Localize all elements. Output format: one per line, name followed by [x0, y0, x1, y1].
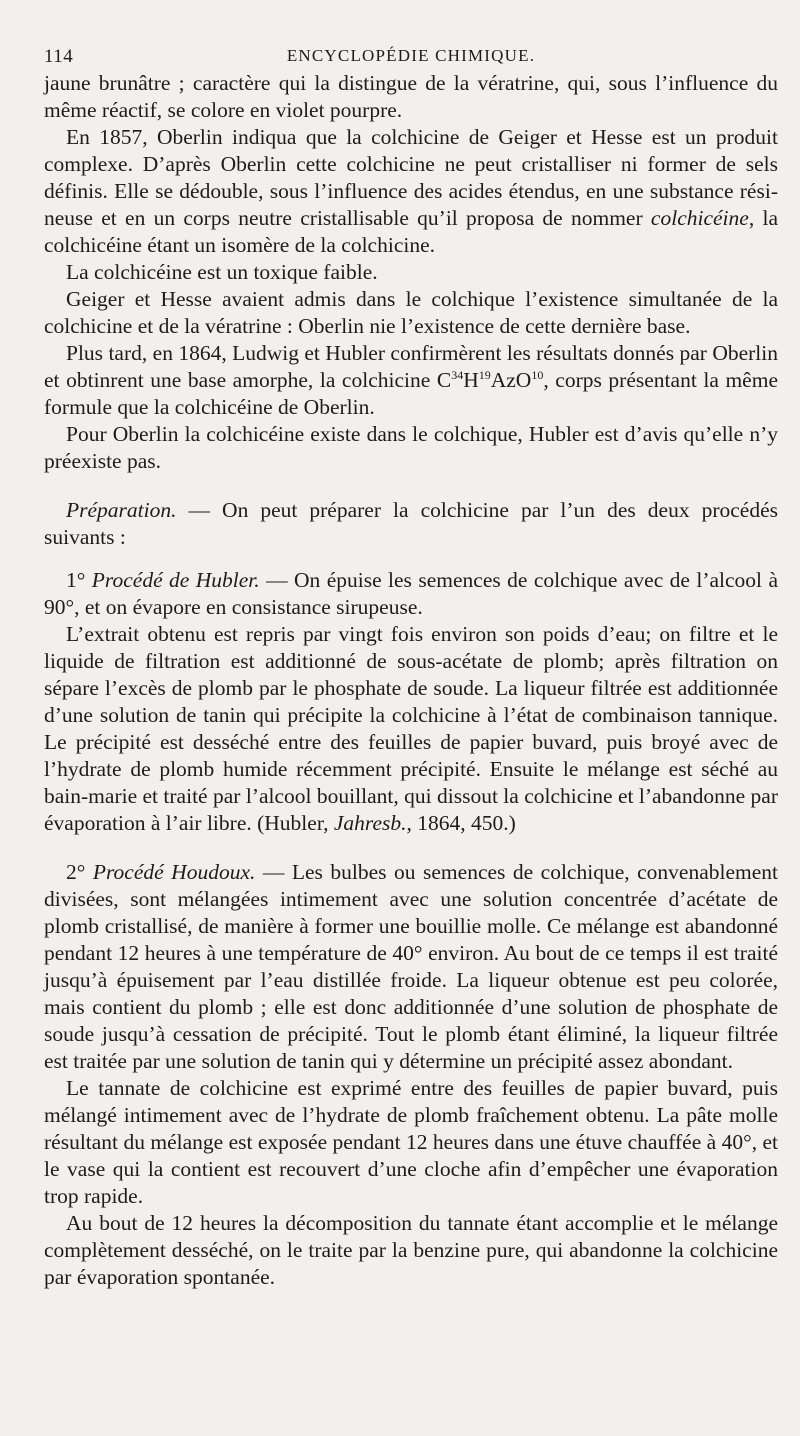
- paragraph-text: L’extrait obtenu est repris par vingt fois environ son poids d’eau; on filtre et le liquide de filtration est additionné de sous-acétate de plomb; après filtration on sépare l’excès de plomb par le phosphate de soude. La liqueur filtrée est additionnée d’une solution de tanin qui précipite la colchicine à l’état de combinaison tannique. Le précipité est desséché entre des feuilles de papier buvard, puis broyé avec de l’hydrate de plomb humide récemment précipité. Ensuite le mélange est séché au bain-marie et traité par l’alcool bouillant, qui dissout la colchicine et l’abandonne par évaporation à l’air libre. (Hubler,: [44, 622, 778, 835]
- paragraph-toxicity: [44, 259, 778, 286]
- citation-journal: Jahresb.: [333, 811, 407, 835]
- paragraph-ludwig-hubler: [44, 340, 778, 421]
- formula-subscript: 19: [478, 368, 491, 382]
- paragraph-oberlin-1857: [44, 124, 778, 259]
- method-houdoux: [44, 859, 778, 1075]
- paragraph-text: , corps présentant la même formule que la colchicéine de Oberlin.: [44, 368, 778, 419]
- method-heading: Procédé de Hubler.: [91, 568, 260, 592]
- paragraph-text: La colchicéine est un toxique faible.: [66, 260, 378, 284]
- paragraph-text: En 1857, Oberlin indiqua que la colchicine de Geiger et Hesse est un produit complexe. D’après Oberlin cette colchicine ne peut cristalliser ni former de sels définis. Elle se dédouble, sous l’influence des acides étendus, en une substance résineuse et en un corps neutre cristallisable qu’il proposa de nommer: [44, 125, 778, 230]
- running-head: [44, 40, 778, 70]
- paragraph-text: Le tannate de colchicine est exprimé entre des feuilles de papier buvard, puis mélangé intimement avec de l’hydrate de plomb fraîchement obtenu. La pâte molle résultant du mélange est exposée pendant 12 heures dans une étuve chauffée à 40°, et le vase qui la contient est recouvert d’une cloche afin d’empêcher une évaporation trop rapide.: [44, 1076, 778, 1208]
- section-heading: Préparation.: [66, 498, 177, 522]
- paragraph-text: jaune brunâtre ; caractère qui la distingue de la vératrine, qui, sous l’influence du même réactif, se colore en violet pourpre.: [44, 71, 778, 122]
- paragraph-text: — On épuise les semences de colchique avec de l’alcool à 90°, et on évapore en consistance sirupeuse.: [44, 568, 778, 619]
- method-number: 2°: [66, 860, 93, 884]
- paragraph-text: , 1864, 450.): [406, 811, 516, 835]
- paragraph-continuation: [44, 70, 778, 124]
- formula-element: H: [463, 368, 479, 392]
- paragraph-text: , la colchicéine étant un isomère de la colchicine.: [44, 206, 778, 257]
- section-preparation: [44, 497, 778, 551]
- paragraph-text: — Les bulbes ou semences de colchique, convenablement divisées, sont mélangées intimement avec une solution concentrée d’acétate de plomb cristallisé, de manière à former une bouillie molle. Ce mélange est abandonné pendant 12 heures à une température de 40° environ. Au bout de ce temps il est traité jusqu’à épuisement par l’eau distillée froide. La liqueur obtenue est peu colorée, mais contient du plomb ; elle est donc additionnée d’une solution de phosphate de soude jusqu’à cessation de précipité. Tout le plomb étant éliminé, la liqueur filtrée est traitée par une solution de tanin qui y détermine un précipité assez abondant.: [44, 860, 778, 1073]
- page-number: 114: [44, 46, 74, 67]
- paragraph-benzine: [44, 1210, 778, 1291]
- running-title: ENCYCLOPÉDIE CHIMIQUE.: [286, 46, 536, 65]
- paragraph-tannate: [44, 1075, 778, 1210]
- paragraph-preexistence: [44, 421, 778, 475]
- paragraph-hubler-extract: [44, 621, 778, 837]
- method-number: 1°: [66, 568, 92, 592]
- method-hubler: [44, 567, 778, 621]
- formula-subscript: 34: [451, 368, 464, 382]
- paragraph-text: Geiger et Hesse avaient admis dans le colchique l’existence simultanée de la colchicine et de la vératrine : Oberlin nie l’existence de cette dernière base.: [44, 287, 778, 338]
- italic-term: colchicéine: [650, 206, 749, 230]
- paragraph-text: — On peut préparer la colchicine par l’un des deux procédés suivants :: [44, 498, 778, 549]
- paragraph-geiger-hesse: [44, 286, 778, 340]
- page-body: [44, 70, 778, 1291]
- formula-subscript: 10: [531, 368, 544, 382]
- formula-element: AzO: [490, 368, 532, 392]
- paragraph-text: Plus tard, en 1864, Ludwig et Hubler confirmèrent les résultats donnés par Oberlin et obtinrent une base amorphe, la colchicine C: [44, 341, 778, 392]
- paragraph-text: Pour Oberlin la colchicéine existe dans le colchique, Hubler est d’avis qu’elle n’y préexiste pas.: [44, 422, 778, 473]
- method-heading: Procédé Houdoux.: [92, 860, 256, 884]
- paragraph-text: Au bout de 12 heures la décomposition du tannate étant accomplie et le mélange complètement desséché, on le traite par la benzine pure, qui abandonne la colchicine par évaporation spontanée.: [44, 1211, 778, 1289]
